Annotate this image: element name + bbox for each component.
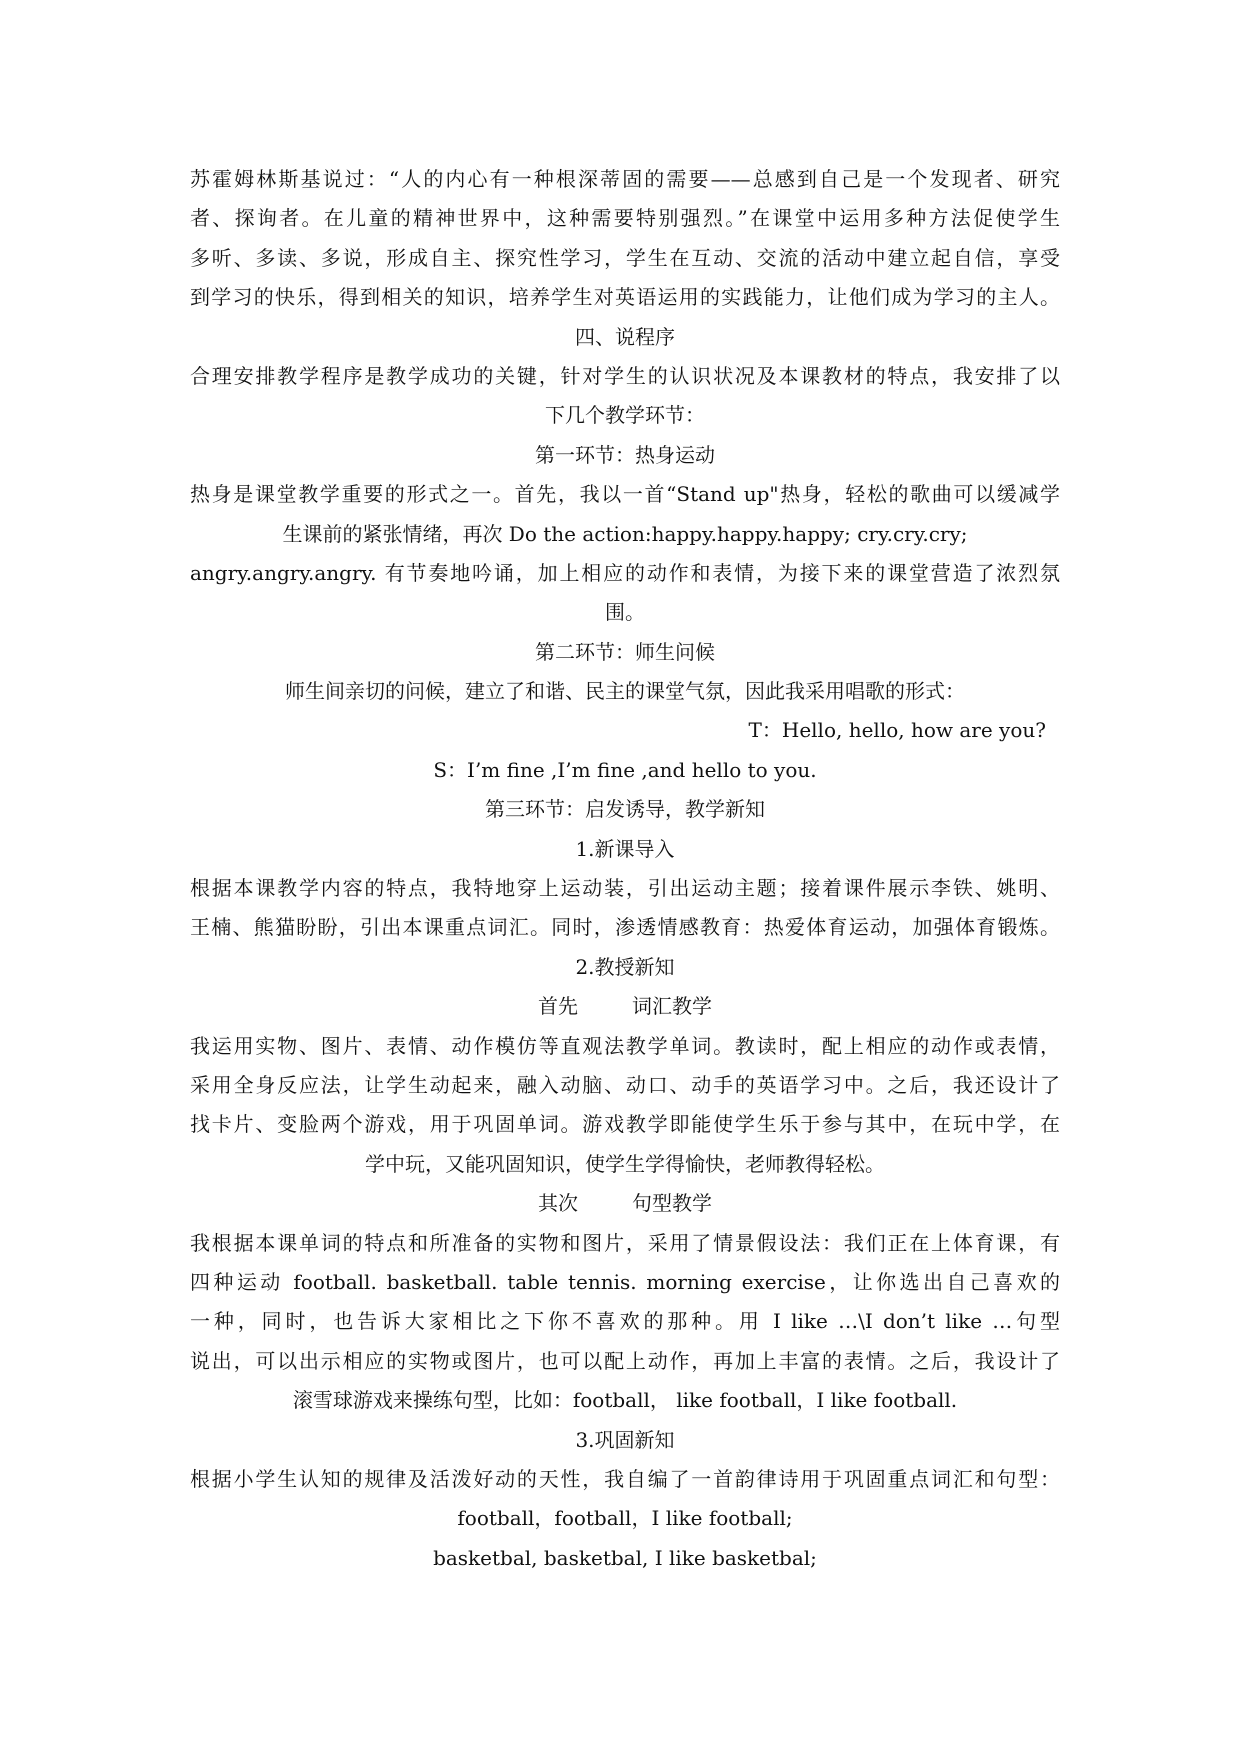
paragraph-line: 采用全身反应法，让学生动起来，融入动脑、动口、动手的英语学习中。之后，我还设计了	[190, 1072, 1060, 1097]
chant-line: football，football，I like football;	[457, 1506, 793, 1531]
paragraph-line: 四种运动 football. basketball. table tennis. morning exercise，让你选出自己喜欢的	[190, 1269, 1060, 1294]
chant-line: basketbal, basketbal, I like basketbal;	[433, 1545, 817, 1570]
paragraph-line: 说出，可以出示相应的实物或图片，也可以配上动作，再加上丰富的表情。之后，我设计了	[190, 1348, 1060, 1373]
sub-heading-vocab: 词汇教学	[632, 994, 712, 1019]
paragraph-line: 生课前的紧张情绪，再次 Do the action:happy.happy.happy; cry.cry.cry;	[282, 521, 968, 546]
paragraph-line: 热身是课堂教学重要的形式之一。首先，我以一首“Stand up"热身，轻松的歌曲可以缓减学	[190, 482, 1060, 507]
paragraph-line: 到学习的快乐，得到相关的知识，培养学生对英语运用的实践能力，让他们成为学习的主人。	[190, 285, 1060, 310]
paragraph-line: 一种，同时，也告诉大家相比之下你不喜欢的那种。用 I like …\I don’t like …句型	[190, 1309, 1060, 1334]
sub-heading-sentence: 句型教学	[632, 1191, 712, 1216]
sub-heading-row	[190, 987, 1060, 1026]
dialogue-teacher: T：Hello, hello, how are you?	[748, 718, 1046, 743]
sub-heading-row	[190, 1184, 1060, 1223]
paragraph-line: 师生间亲切的问候，建立了和谐、民主的课堂气氛，因此我采用唱歌的形式：	[285, 679, 965, 704]
paragraph-line: 者、探询者。在儿童的精神世界中，这种需要特别强烈。”在课堂中运用多种方法促使学生	[190, 206, 1060, 231]
paragraph-line: 下几个教学环节：	[545, 403, 705, 428]
paragraph-line: 合理安排教学程序是教学成功的关键，针对学生的认识状况及本课教材的特点，我安排了以	[190, 363, 1060, 388]
document-page	[190, 160, 1060, 1578]
step-heading: 第一环节：热身运动	[535, 442, 715, 467]
paragraph-line: 围。	[605, 600, 645, 625]
sub-heading: 1.新课导入	[575, 836, 675, 861]
paragraph-line: 王楠、熊猫盼盼，引出本课重点词汇。同时，渗透情感教育：热爱体育运动，加强体育锻炼。	[190, 915, 1060, 940]
paragraph-line: 根据小学生认知的规律及活泼好动的天性，我自编了一首韵律诗用于巩固重点词汇和句型：	[190, 1466, 1060, 1491]
paragraph-line: 我根据本课单词的特点和所准备的实物和图片，采用了情景假设法：我们正在上体育课，有	[190, 1230, 1060, 1255]
dialogue-student: S：I’m fine ,I’m fine ,and hello to you.	[433, 757, 817, 782]
step-heading: 第二环节：师生问候	[535, 639, 715, 664]
paragraph-line: 根据本课教学内容的特点，我特地穿上运动装，引出运动主题；接着课件展示李铁、姚明、	[190, 876, 1060, 901]
paragraph-line: 苏霍姆林斯基说过：“人的内心有一种根深蒂固的需要——总感到自己是一个发现者、研究	[190, 167, 1060, 191]
paragraph-line: 多听、多读、多说，形成自主、探究性学习，学生在互动、交流的活动中建立起自信，享受	[190, 245, 1060, 270]
paragraph-line: 找卡片、变脸两个游戏，用于巩固单词。游戏教学即能使学生乐于参与其中，在玩中学，在	[190, 1112, 1060, 1137]
step-heading: 第三环节：启发诱导，教学新知	[485, 797, 765, 822]
section-heading: 四、说程序	[575, 324, 675, 349]
sub-heading: 2.教授新知	[575, 954, 675, 979]
paragraph-line: angry.angry.angry. 有节奏地吟诵，加上相应的动作和表情，为接下来的课堂营造了浓烈氛	[190, 560, 1060, 585]
sub-heading-first: 首先	[538, 994, 578, 1019]
paragraph-line: 学中玩，又能巩固知识，使学生学得愉快，老师教得轻松。	[365, 1151, 885, 1176]
paragraph-line: 我运用实物、图片、表情、动作模仿等直观法教学单词。教读时，配上相应的动作或表情，	[190, 1033, 1060, 1058]
sub-heading: 3.巩固新知	[575, 1427, 675, 1452]
paragraph-line: 滚雪球游戏来操练句型，比如：football， like football，I like football.	[292, 1388, 958, 1413]
sub-heading-second: 其次	[538, 1191, 578, 1216]
